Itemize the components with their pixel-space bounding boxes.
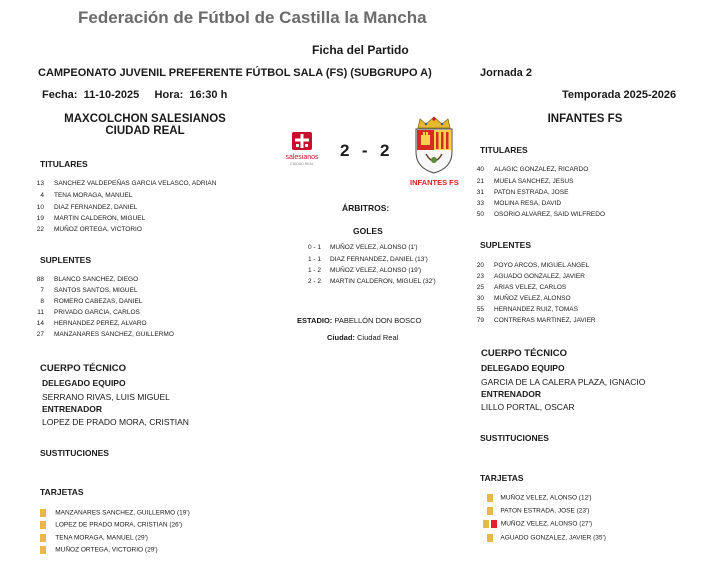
- competition-name: CAMPEONATO JUVENIL PREFERENTE FÚTBOL SALA (FS) (SUBGRUPO A): [38, 67, 432, 79]
- yellow-card-icon: [487, 534, 493, 542]
- home-tecnico-label: CUERPO TÉCNICO: [40, 363, 127, 374]
- home-team-name-line2: CIUDAD REAL: [105, 125, 185, 137]
- list-item: 19 MARTIN CALDERON, MIGUEL: [36, 215, 146, 222]
- home-team-name-line1: MAXCOLCHON SALESIANOS: [64, 113, 226, 125]
- ficha-title: Ficha del Partido: [312, 43, 409, 57]
- list-item: 14 HERNANDEZ PEREZ, ALVARO: [36, 320, 147, 327]
- yellow-card-icon: [40, 546, 46, 554]
- list-item: 7 SANTOS SANTOS, MIGUEL: [40, 287, 138, 294]
- home-sustituciones-label: SUSTITUCIONES: [40, 448, 109, 458]
- list-item: MUÑOZ ORTEGA, VICTORIO (29'): [40, 546, 158, 554]
- home-logo-sub: CIUDAD REAL: [290, 162, 314, 166]
- away-team-logo: [410, 116, 458, 188]
- list-item: 88 BLANCO SANCHEZ, DIEGO: [36, 276, 139, 283]
- list-item: 4 TENA MORAGA, MANUEL: [40, 192, 133, 199]
- hora-value: 16:30 h: [189, 89, 228, 101]
- list-item: 8 ROMERO CABEZAS, DANIEL: [40, 298, 143, 305]
- away-tarjetas-label: TARJETAS: [480, 473, 524, 483]
- hora-label: Hora:: [154, 89, 184, 101]
- yellow-card-icon: [483, 520, 489, 528]
- list-item: PATON ESTRADA, JOSE (23'): [487, 507, 589, 515]
- away-entrenador: LILLO PORTAL, OSCAR: [481, 402, 575, 412]
- home-delegado: SERRANO RIVAS, LUIS MIGUEL: [42, 392, 170, 402]
- away-suplentes-label: SUPLENTES: [480, 240, 532, 250]
- away-sustituciones-label: SUSTITUCIONES: [480, 433, 549, 443]
- yellow-card-icon: [487, 494, 493, 502]
- salesianos-emblem-icon: [292, 132, 312, 150]
- away-entrenador-label: ENTRENADOR: [481, 389, 541, 399]
- ciudad: [327, 333, 398, 342]
- score-separator: -: [361, 141, 369, 160]
- home-logo-text: salesianos: [285, 154, 319, 161]
- list-item: 33 MOLINA RESA, DAVID: [476, 200, 562, 207]
- away-tecnico-label: CUERPO TÉCNICO: [481, 348, 568, 359]
- list-item: 22 MUÑOZ ORTEGA, VICTORIO: [36, 226, 142, 233]
- temporada: Temporada 2025-2026: [562, 89, 677, 101]
- list-item: 2 - 2 MARTIN CALDERON, MIGUEL (32'): [308, 278, 436, 285]
- away-score: 2: [380, 141, 391, 160]
- yellow-card-icon: [40, 534, 46, 542]
- red-card-icon: [491, 520, 497, 528]
- estadio-value: PABELLÓN DON BOSCO: [334, 316, 422, 325]
- goles-label: GOLES: [353, 226, 383, 236]
- home-team-logo: [282, 132, 322, 164]
- scoreboard: [340, 141, 391, 161]
- fecha-label: Fecha:: [42, 89, 78, 101]
- list-item: MANZANARES SANCHEZ, GUILLERMO (19'): [40, 509, 190, 517]
- home-score: 2: [340, 141, 351, 160]
- federation-title: Federación de Fútbol de Castilla la Mancha: [78, 8, 427, 27]
- list-item: 40 ALAGIC GONZALEZ, RICARDO: [476, 166, 589, 173]
- list-item: MUÑOZ VELEZ, ALONSO (12'): [487, 494, 592, 502]
- home-tarjetas-label: TARJETAS: [40, 487, 84, 497]
- away-delegado-label: DELEGADO EQUIPO: [481, 363, 565, 373]
- away-logo-text: INFANTES FS: [410, 178, 459, 187]
- list-item: MUÑOZ VELEZ, ALONSO (27'): [483, 520, 592, 528]
- list-item: 50 OSORIO ALVAREZ, SAID WILFREDO: [476, 211, 606, 218]
- ciudad-label: Ciudad:: [327, 333, 355, 342]
- list-item: AGUADO GONZALEZ, JAVIER (35'): [487, 534, 606, 542]
- list-item: 30 MUÑOZ VELEZ, ALONSO: [476, 295, 571, 302]
- jornada: Jornada 2: [480, 67, 532, 79]
- yellow-card-icon: [487, 507, 493, 515]
- estadio: [297, 316, 421, 325]
- away-titulares-label: TITULARES: [480, 145, 528, 155]
- list-item: 27 MANZANARES SANCHEZ, GUILLERMO: [36, 331, 174, 338]
- fecha-value: 11-10-2025: [83, 89, 140, 101]
- home-delegado-label: DELEGADO EQUIPO: [42, 378, 126, 388]
- away-team-name: INFANTES FS: [547, 113, 623, 125]
- estadio-label: ESTADIO:: [297, 316, 333, 325]
- arbitros-label: ÁRBITROS:: [342, 203, 390, 213]
- away-delegado: GARCIA DE LA CALERA PLAZA, IGNACIO: [481, 377, 646, 387]
- list-item: 1 - 1 DIAZ FERNANDEZ, DANIEL (13'): [308, 256, 428, 263]
- list-item: 79 CONTRERAS MARTINEZ, JAVIER: [476, 317, 596, 324]
- home-entrenador: LOPEZ DE PRADO MORA, CRISTIAN: [42, 417, 189, 427]
- list-item: TENA MORAGA, MANUEL (29'): [40, 534, 148, 542]
- home-team-name: [50, 113, 240, 137]
- list-item: 20 POYO ARCOS, MIGUEL ANGEL: [476, 262, 590, 269]
- ciudad-value: Ciudad Real: [357, 333, 399, 342]
- home-suplentes-label: SUPLENTES: [40, 255, 92, 265]
- list-item: 25 ARIAS VELEZ, CARLOS: [476, 284, 567, 291]
- match-date-time: [42, 89, 227, 101]
- yellow-card-icon: [40, 521, 46, 529]
- yellow-card-icon: [40, 509, 46, 517]
- home-entrenador-label: ENTRENADOR: [42, 404, 102, 414]
- list-item: 55 HERNANDEZ RUIZ, TOMAS: [476, 306, 578, 313]
- list-item: 23 AGUADO GONZALEZ, JAVIER: [476, 273, 585, 280]
- list-item: 11 PRIVADO GARCIA, CARLOS: [37, 309, 140, 316]
- list-item: 13 SANCHEZ VALDEPEÑAS GARCIA VELASCO, ADRIAN: [36, 180, 217, 187]
- list-item: 31 PATON ESTRADA, JOSE: [476, 189, 569, 196]
- list-item: 0 - 1 MUÑOZ VELEZ, ALONSO (1'): [308, 244, 418, 251]
- list-item: LOPEZ DE PRADO MORA, CRISTIAN (26'): [40, 521, 182, 529]
- list-item: 10 DIAZ FERNANDEZ, DANIEL: [36, 204, 138, 211]
- home-titulares-label: TITULARES: [40, 159, 88, 169]
- infantes-shield-icon: [412, 116, 456, 174]
- list-item: 21 MUELA SANCHEZ, JESUS: [476, 178, 574, 185]
- list-item: 1 - 2 MUÑOZ VELEZ, ALONSO (19'): [308, 267, 422, 274]
